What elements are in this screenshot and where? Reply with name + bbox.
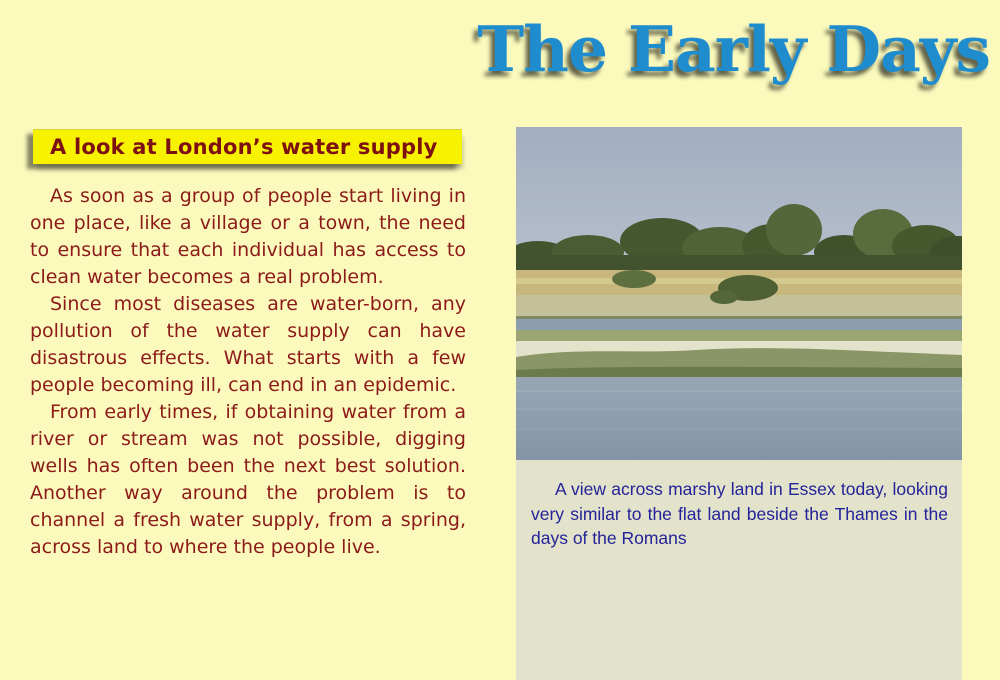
section-heading-label: A look at London’s water supply — [50, 135, 438, 159]
article-paragraph: From early times, if obtaining water from a river or stream was not possible, digging wells has often been the next best solution. Another way around the problem is to channel a fresh water supply, from a spring, across land to where the people live. — [30, 401, 466, 558]
green-strip — [516, 330, 962, 341]
water — [516, 377, 962, 460]
article-paragraph: As soon as a group of people start living in one place, like a village or a town, the need to ensure that each individual has access to clean water becomes a real problem. — [30, 185, 466, 288]
section-heading — [33, 129, 462, 164]
marshy-land-essex-photo — [516, 127, 962, 460]
marsh-mound — [516, 348, 962, 379]
grass-bank — [516, 270, 962, 318]
photo-caption: A view across marshy land in Essex today, looking very similar to the flat land beside the Thames in the days of the Romans — [531, 479, 948, 548]
figure-panel — [516, 127, 962, 680]
article-paragraph: Since most diseases are water-born, any pollution of the water supply can have disastrous effects. What starts with a few people becoming ill, can end in an epidemic. — [30, 293, 466, 396]
marsh-landscape-graphic — [516, 127, 962, 460]
shore-line — [516, 316, 962, 319]
page-title: The Early Days — [477, 12, 990, 86]
water-channel — [516, 319, 962, 330]
article-text — [30, 183, 466, 561]
